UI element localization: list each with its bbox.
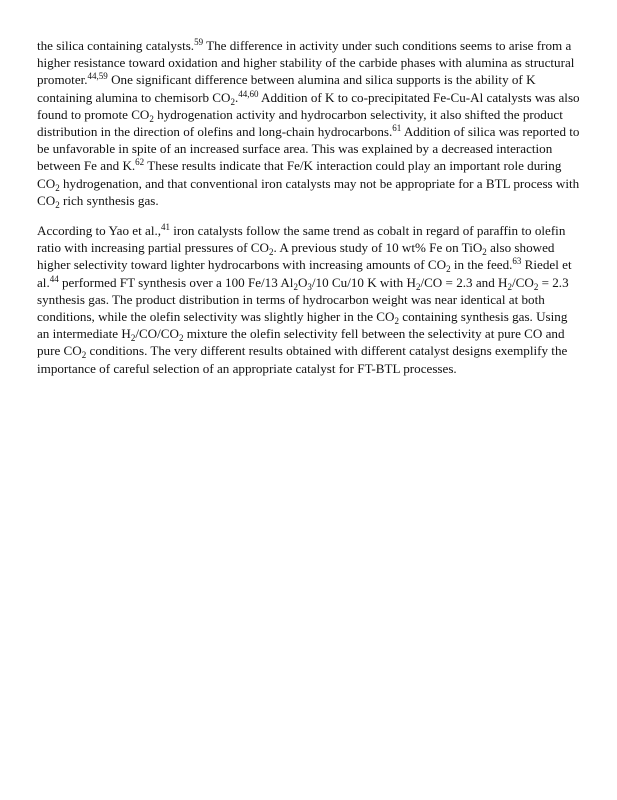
citation-superscript: 61 [392,123,402,134]
text-run: performed FT synthesis over a 100 Fe/13 Al [58,274,294,290]
text-run: Riedel et al. [37,257,572,290]
text-run: Addition of silica was reported to be unfavorable in spite of an increased surface area. This was explained by a decreased interaction between Fe and K. [37,124,580,174]
document-page [37,37,582,390]
paragraph-alumina-silica-supports [37,37,582,209]
chemical-subscript: 2 [130,333,136,344]
text-run: /10 Cu/10 K with H [311,274,416,290]
citation-superscript: 44 [49,273,59,284]
citation-superscript: 44,60 [238,88,259,99]
chemical-subscript: 2 [178,333,184,344]
text-run: One significant difference between alumina and silica supports is the ability of K containing alumina to chemisorb CO [37,72,536,105]
text-run: According to Yao et al., [37,223,162,239]
citation-superscript: 62 [135,157,145,168]
text-run: The difference in activity under such conditions seems to arise from a higher resistance toward oxidation and higher stability of the carbide phases with alumina as structural promoter. [37,38,575,88]
text-run: Addition of K to co-precipitated Fe-Cu-Al catalysts was also found to promote CO [37,89,580,122]
text-run: iron catalysts follow the same trend as cobalt in regard of paraffin to olefin ratio with increasing partial pressures of CO [37,223,566,256]
text-run: These results indicate that Fe/K interaction could play an important role during CO [37,158,562,191]
chemical-subscript: 2 [293,281,298,292]
text-run: /CO/CO [135,326,179,342]
text-run: in the feed. [450,257,513,273]
chemical-subscript: 2 [482,247,487,258]
citation-superscript: 41 [161,222,171,233]
text-run: also showed higher selectivity toward lighter hydrocarbons with increasing amounts of CO [37,240,555,273]
chemical-subscript: 2 [55,182,60,193]
chemical-subscript: 3 [307,281,312,292]
chemical-subscript: 2 [55,199,60,210]
text-run: containing synthesis gas. Using an intermediate H [37,309,568,342]
citation-superscript: 44,59 [87,71,108,82]
text-run: mixture the olefin selectivity fell between the selectivity at pure CO and pure CO [37,326,565,359]
text-run: /CO [511,274,534,290]
citation-superscript: 63 [512,256,522,267]
chemical-subscript: 2 [394,316,399,327]
text-run: hydrogenation activity and hydrocarbon selectivity, it also shifted the product distribution in the direction of olefins and long-chain hydrocarbons. [37,106,563,140]
chemical-subscript: 2 [149,113,154,124]
chemical-subscript: 2 [533,281,539,292]
text-run: . A previous study of 10 wt% Fe on TiO [273,240,483,256]
chemical-subscript: 2 [415,281,421,292]
text-run: hydrogenation, and that conventional iron catalysts may not be appropriate for a BTL process with CO [37,175,580,208]
text-run: the silica containing catalysts. [37,38,195,53]
text-run: /CO = 2.3 and H [420,274,508,290]
chemical-subscript: 2 [446,264,451,275]
text-run: = 2.3 synthesis gas. The product distribution in terms of hydrocarbon weight was near identical at both conditions, while the olefin selectivity was slightly higher in the CO [37,274,569,325]
chemical-subscript: 2 [81,350,87,361]
chemical-subscript: 2 [269,247,274,258]
text-run: . [234,89,239,105]
chemical-subscript: 2 [507,281,512,292]
citation-superscript: 59 [194,37,204,47]
text-run: rich synthesis gas. [59,192,159,208]
chemical-subscript: 2 [230,96,235,107]
text-run: conditions. The very different results obtained with different catalyst designs exemplify the importance of careful selection of an appropriate catalyst for FT-BTL processes. [37,343,568,376]
paragraph-co2-olefin-ratio [37,222,582,377]
text-run: O [297,274,308,290]
